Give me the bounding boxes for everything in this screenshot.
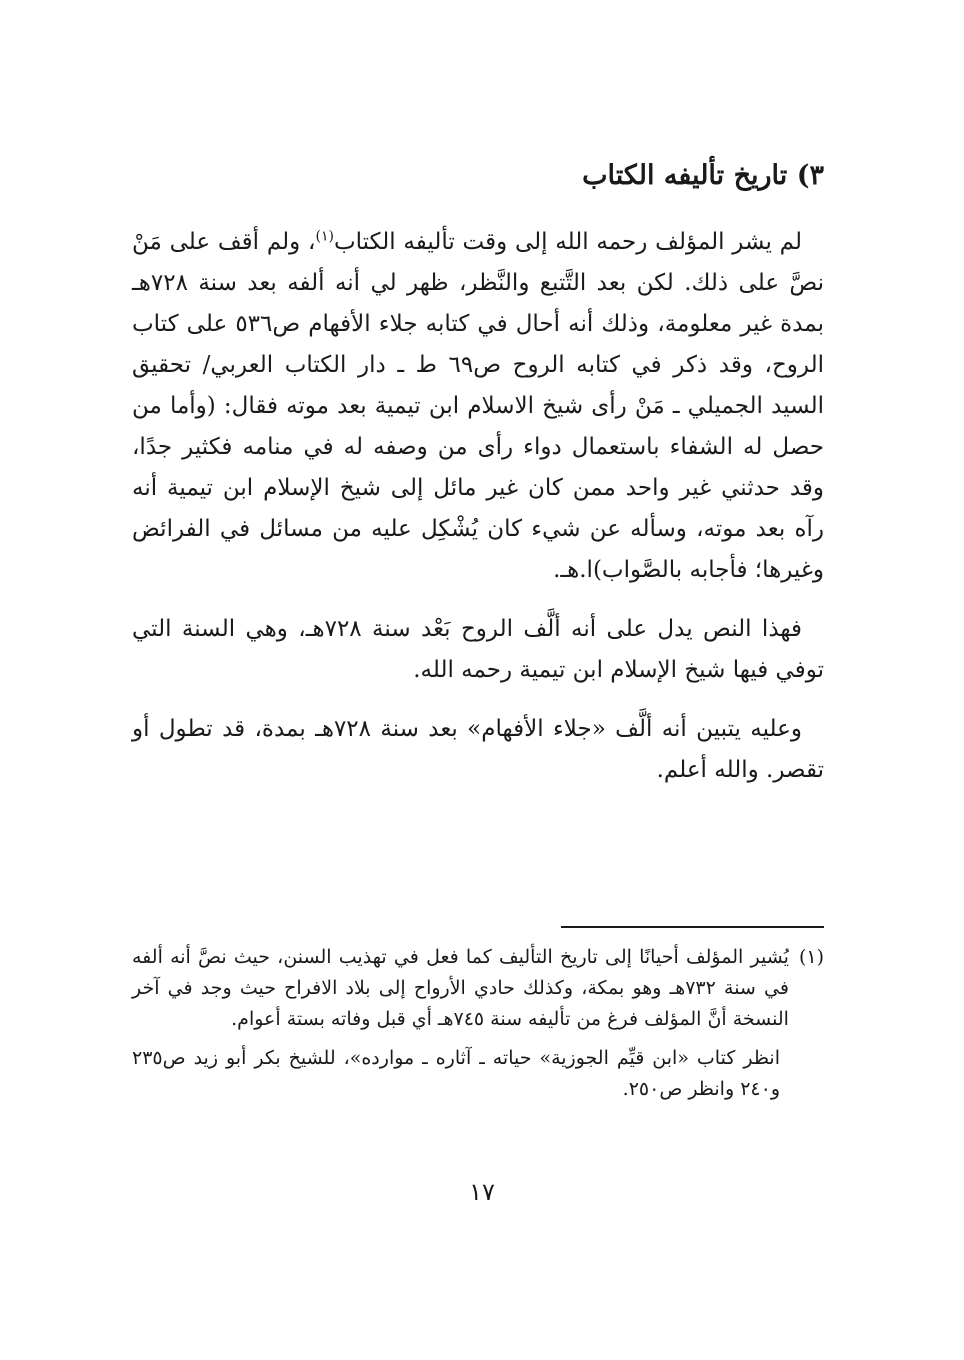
footnote-reference: (١): [315, 228, 334, 245]
footnote-1: [132, 942, 824, 1035]
footnote-1-continued: انظر كتاب «ابن قيِّم الجوزية» حياته ـ آثاره ـ موارده»، للشيخ بكر أبو زيد ص٢٣٥ و٢٤٠ وانظر ص٢٥٠.: [132, 1047, 780, 1100]
footnote-1-text: يُشير المؤلف أحيانًا إلى تاريخ التأليف كما فعل في تهذيب السنن، حيث نصَّ أنه ألفه في سنة ٧٣٢هـ وهو بمكة، وكذلك حادي الأرواح إلى بلاد الافراح حيث وجد في آخر النسخة أنَّ المؤلف فرغ من تأليفه سنة ٧٤٥هـ أي قبل وفاته بستة أعوام.: [132, 946, 789, 1030]
paragraph-1-text-end: ، ولم أقف على مَنْ نصَّ على ذلك. لكن بعد التَّتبع والنَّظر، ظهر لي أنه ألفه بعد سنة ٧٢٨هـ بمدة غير معلومة، وذلك أنه أحال في كتابه جلاء الأفهام ص٥٣٦ على كتاب الروح، وقد ذكر في كتابه الروح ص٦٩ ط ـ دار الكتاب العربي/ تحقيق السيد الجميلي ـ مَنْ رأى شيخ الاسلام ابن تيمية بعد موته فقال: (وأما من حصل له الشفاء باستعمال دواء رأى من وصفه له في منامه فكثير جدًا، وقد حدثني غير واحد ممن كان غير مائل إلى شيخ الإسلام ابن تيمية أنه رآه بعد موته، وسأله عن شيء كان يُشْكِل عليه من مسائل في الفرائض وغيرها؛ فأجابه بالصَّواب)ا.هـ.: [132, 229, 824, 583]
paragraph-3: وعليه يتبين أنه ألَّف «جلاء الأفهام» بعد سنة ٧٢٨هـ بمدة، قد تطول أو تقصر. والله أعلم.: [132, 716, 824, 783]
footnote-1-number: (١): [798, 946, 824, 968]
footnotes: [132, 942, 824, 1105]
body-text: [132, 222, 824, 809]
page-number: ١٧: [469, 1178, 495, 1206]
paragraph-1: [132, 222, 824, 591]
paragraph-2: فهذا النص يدل على أنه ألَّف الروح بَعْد سنة ٧٢٨هـ، وهي السنة التي توفي فيها شيخ الإسلام ابن تيمية رحمه الله.: [132, 616, 824, 683]
section-heading: ٣) تاريخ تأليفه الكتاب: [582, 160, 824, 191]
paragraph-1-text-start: لم يشر المؤلف رحمه الله إلى وقت تأليفه الكتاب: [333, 229, 802, 255]
footnote-separator: [561, 926, 824, 928]
